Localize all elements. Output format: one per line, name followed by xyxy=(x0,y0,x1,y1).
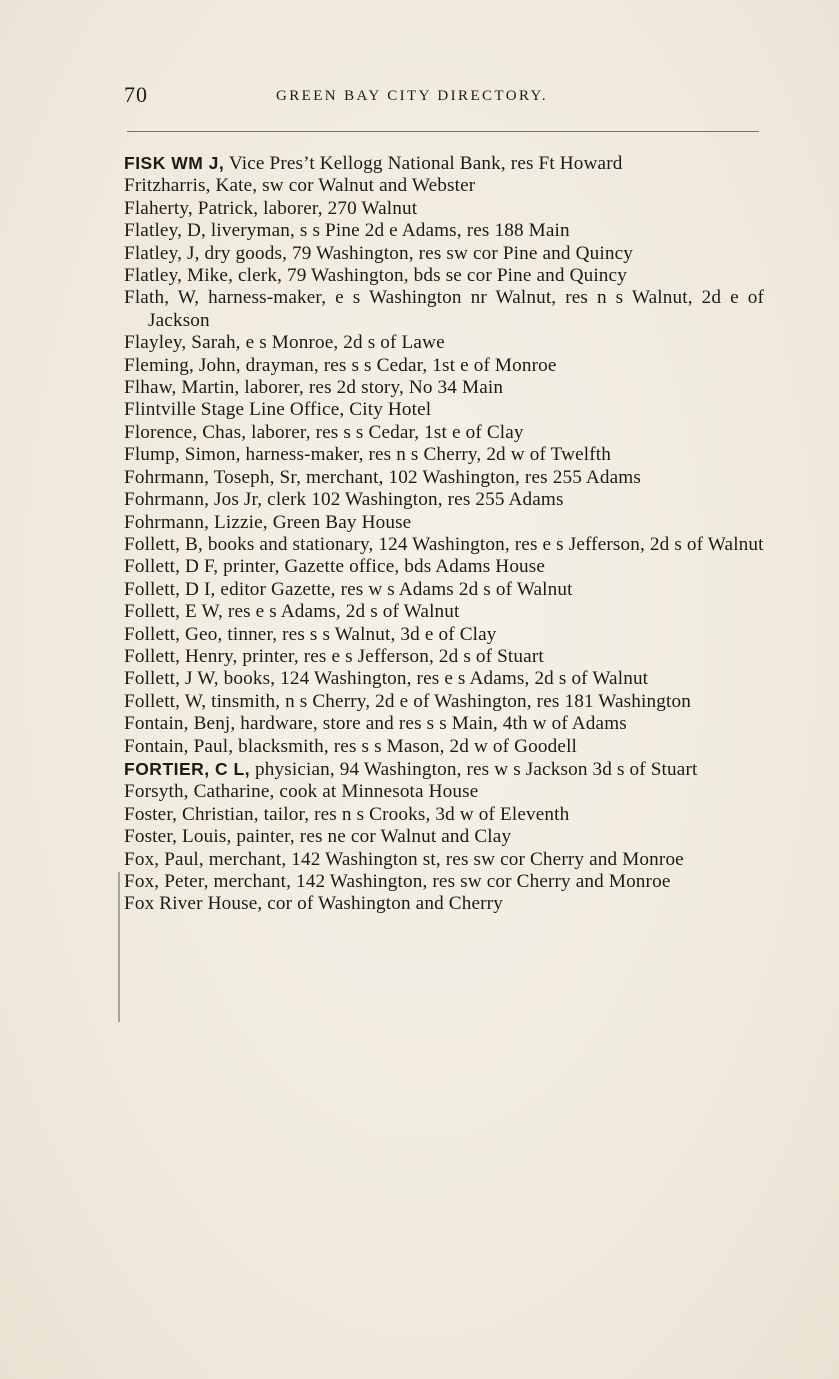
directory-entry xyxy=(124,849,764,871)
directory-entry xyxy=(124,668,764,690)
directory-entry xyxy=(124,422,764,444)
directory-entry xyxy=(124,556,764,578)
directory-entry xyxy=(124,804,764,826)
directory-entry xyxy=(124,198,764,220)
directory-entry xyxy=(124,220,764,242)
entry-text: Flatley, J, dry goods, 79 Washington, res sw cor Pine and Quincy xyxy=(124,242,634,264)
directory-entry xyxy=(124,646,764,668)
directory-entries xyxy=(124,152,764,916)
directory-entry xyxy=(124,601,764,623)
entry-text: Follett, W, tinsmith, n s Cherry, 2d e of Washington, res 181 Washington xyxy=(124,690,691,712)
entry-text: Foster, Christian, tailor, res n s Crooks, 3d w of Eleventh xyxy=(124,803,570,825)
entry-text: Follett, Henry, printer, res e s Jefferson, 2d s of Stuart xyxy=(124,645,544,667)
entry-text: Follett, D F, printer, Gazette office, bds Adams House xyxy=(124,556,546,578)
entry-text: Follett, E W, res e s Adams, 2d s of Walnut xyxy=(124,601,460,623)
entry-text: Florence, Chas, laborer, res s s Cedar, 1st e of Clay xyxy=(124,421,524,443)
page-header xyxy=(124,82,764,112)
directory-entry xyxy=(124,377,764,399)
entry-text: Follett, D I, editor Gazette, res w s Adams 2d s of Walnut xyxy=(124,578,573,600)
directory-entry xyxy=(124,736,764,758)
entry-text: Follett, B, books and stationary, 124 Washington, res e s Jefferson, 2d s of Walnut xyxy=(124,533,764,555)
entry-text: Fohrmann, Jos Jr, clerk 102 Washington, res 255 Adams xyxy=(124,489,564,511)
directory-entry xyxy=(124,713,764,735)
header-rule xyxy=(127,131,759,132)
entry-name-bold: FISK WM J, xyxy=(124,153,225,173)
directory-entry xyxy=(124,624,764,646)
directory-entry xyxy=(124,265,764,287)
entry-text: Fox River House, cor of Washington and Cherry xyxy=(124,893,503,915)
entry-text: Flintville Stage Line Office, City Hotel xyxy=(124,399,432,421)
entry-text: Fohrmann, Toseph, Sr, merchant, 102 Washington, res 255 Adams xyxy=(124,466,641,488)
directory-entry xyxy=(124,467,764,489)
directory-entry xyxy=(124,287,764,332)
entry-text: Fontain, Paul, blacksmith, res s s Mason, 2d w of Goodell xyxy=(124,735,578,757)
entry-text: Flatley, Mike, clerk, 79 Washington, bds se cor Pine and Quincy xyxy=(124,265,627,287)
directory-entry xyxy=(124,355,764,377)
entry-text: Flath, W, harness-maker, e s Washington nr Walnut, res n s Walnut, 2d e of Jackson xyxy=(124,287,764,331)
entry-text: Fritzharris, Kate, sw cor Walnut and Webster xyxy=(124,175,476,197)
directory-entry xyxy=(124,826,764,848)
entry-text: Fohrmann, Lizzie, Green Bay House xyxy=(124,511,412,533)
entry-text: Flhaw, Martin, laborer, res 2d story, No 34 Main xyxy=(124,377,504,399)
directory-entry xyxy=(124,332,764,354)
running-head: GREEN BAY CITY DIRECTORY. xyxy=(276,88,548,104)
entry-text: Fox, Peter, merchant, 142 Washington, res sw cor Cherry and Monroe xyxy=(124,871,671,892)
directory-entry xyxy=(124,781,764,803)
entry-text: Vice Pres’t Kellogg National Bank, res Ft Howard xyxy=(224,153,623,174)
directory-entry xyxy=(124,691,764,713)
entry-text: Forsyth, Catharine, cook at Minnesota House xyxy=(124,781,479,803)
entry-text: Follett, Geo, tinner, res s s Walnut, 3d e of Clay xyxy=(124,623,497,645)
directory-entry xyxy=(124,444,764,466)
entry-text: Fontain, Benj, hardware, store and res s s Main, 4th w of Adams xyxy=(124,713,627,735)
directory-entry xyxy=(124,512,764,534)
margin-mark xyxy=(118,872,120,1022)
directory-entry xyxy=(124,893,764,915)
page-number: 70 xyxy=(124,82,148,107)
entry-text: physician, 94 Washington, res w s Jackson 3d s of Stuart xyxy=(250,758,698,780)
entry-name-bold: FORTIER, C L, xyxy=(124,758,251,779)
directory-entry xyxy=(124,152,764,175)
directory-entry xyxy=(124,489,764,511)
entry-text: Follett, J W, books, 124 Washington, res e s Adams, 2d s of Walnut xyxy=(124,668,649,690)
directory-entry xyxy=(124,534,764,556)
entry-text: Flaherty, Patrick, laborer, 270 Walnut xyxy=(124,197,418,219)
directory-entry xyxy=(124,758,764,781)
directory-entry xyxy=(124,243,764,265)
entry-text: Foster, Louis, painter, res ne cor Walnut and Clay xyxy=(124,826,512,848)
entry-text: Flayley, Sarah, e s Monroe, 2d s of Lawe xyxy=(124,332,445,354)
directory-entry xyxy=(124,871,764,893)
entry-text: Flump, Simon, harness-maker, res n s Cherry, 2d w of Twelfth xyxy=(124,444,612,466)
directory-entry xyxy=(124,579,764,601)
entry-text: Fleming, John, drayman, res s s Cedar, 1st e of Monroe xyxy=(124,354,557,376)
directory-entry xyxy=(124,399,764,421)
entry-text: Fox, Paul, merchant, 142 Washington st, res sw cor Cherry and Monroe xyxy=(124,848,684,870)
entry-text: Flatley, D, liveryman, s s Pine 2d e Adams, res 188 Main xyxy=(124,220,570,242)
directory-entry xyxy=(124,175,764,197)
